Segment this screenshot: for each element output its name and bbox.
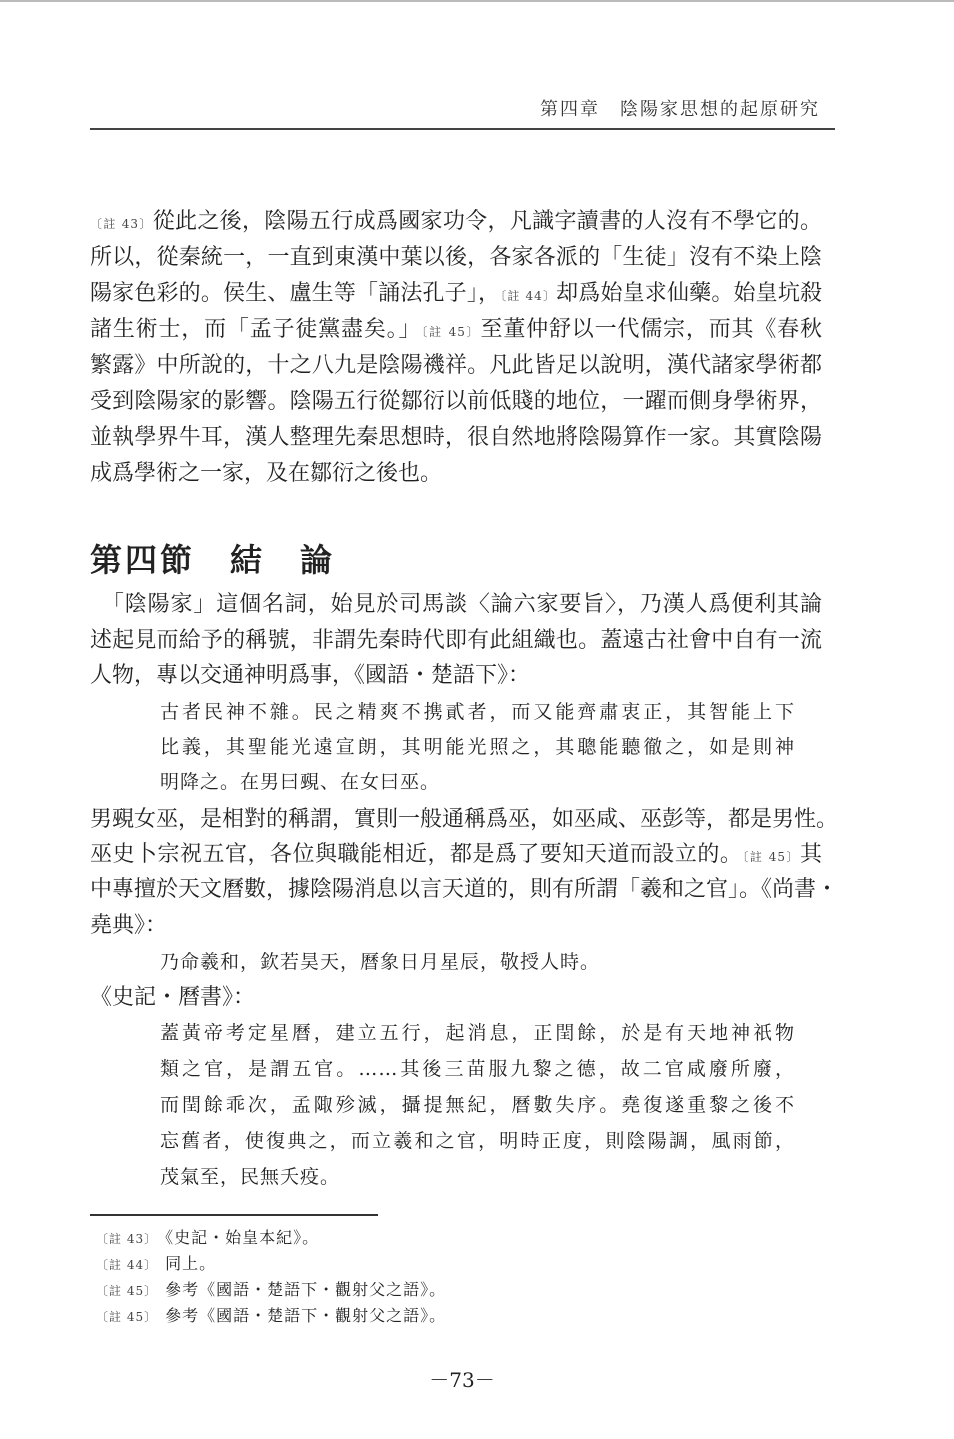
footnote-rule (90, 1214, 378, 1216)
text-run: 受到陰陽家的影響。陰陽五行從鄒衍以前低賤的地位，一躍而側身學術界， (90, 389, 822, 414)
body-line (90, 277, 822, 311)
text-run: 諸生術士，而「孟子徒黨盡矣。」 (90, 317, 422, 342)
text-run: 至董仲舒以一代儒宗，而其《春秋 (480, 317, 822, 342)
body-line (90, 421, 822, 455)
quote-line (160, 1160, 795, 1194)
footnote (96, 1252, 216, 1277)
footnote (96, 1278, 446, 1303)
text-run: 而閏餘乖次，孟陬殄滅，攝提無紀，曆數失序。堯復遂重黎之後不 (160, 1094, 795, 1116)
text-run: 茂氣至，民無夭疫。 (160, 1166, 341, 1188)
body-line (90, 588, 822, 622)
footnote-reference: 〔註 43〕 (90, 217, 153, 231)
body-line (90, 313, 822, 347)
body-line (90, 873, 839, 907)
footnote-reference: 〔註 44〕 (500, 289, 557, 303)
text-run: 從此之後，陰陽五行成爲國家功令，凡識字讀書的人沒有不學它的。 (152, 209, 822, 234)
footnote-text: 參考《國語・楚語下・觀射父之語》。 (165, 1306, 447, 1325)
body-line (90, 241, 822, 275)
body-line (90, 803, 839, 837)
scan-edge (0, 0, 954, 2)
header-rule (90, 128, 835, 130)
text-run: 巫史卜宗祝五官，各位與職能相近，都是爲了要知天道而設立的。 (90, 842, 743, 867)
text-run: 繁露》中所說的，十之八九是陰陽禨祥。凡此皆足以說明，漢代諸家學術都 (90, 353, 822, 378)
footnote-reference: 〔註 45〕 (742, 850, 800, 864)
body-line (90, 909, 822, 943)
body-line (90, 659, 822, 693)
section-heading: 第四節 結 論 (90, 541, 336, 579)
text-run: 述起見而給予的稱號，非謂先秦時代即有此組織也。蓋遠古社會中自有一流 (90, 628, 822, 653)
text-run: 成爲學術之一家，及在鄒衍之後也。 (90, 461, 443, 486)
body-line (90, 981, 822, 1015)
body-line (90, 349, 822, 383)
text-run: 堯典》： (90, 913, 168, 938)
quote-line (160, 730, 795, 764)
running-header: 第四章 陰陽家思想的起原研究 (540, 99, 820, 120)
quote-line (160, 1016, 795, 1050)
text-run: 忘舊者，使復典之，而立羲和之官，明時正度，則陰陽調，風雨節， (160, 1130, 795, 1152)
footnote (96, 1226, 319, 1251)
footnote-mark: 〔註 45〕 (96, 1310, 158, 1324)
text-run: 類之官，是謂五官。……其後三苗服九黎之德，故二官咸廢所廢， (160, 1058, 795, 1080)
text-run: 明降之。在男曰覡、在女曰巫。 (160, 771, 441, 793)
footnote (96, 1304, 446, 1329)
text-run: 比義，其聖能光遠宣朗，其明能光照之，其聰能聽徹之，如是則神 (160, 736, 795, 758)
text-run: 並執學界牛耳，漢人整理先秦思想時，很自然地將陰陽算作一家。其實陰陽 (90, 425, 822, 450)
text-run: 《史記・曆書》： (90, 985, 256, 1010)
footnote-reference: 〔註 45〕 (421, 325, 481, 339)
footnote-mark: 〔註 45〕 (96, 1284, 158, 1298)
text-run: 古者民神不雜。民之精爽不携貳者，而又能齊肅衷正，其智能上下 (160, 701, 795, 723)
text-run: 陽家色彩的。侯生、盧生等「誦法孔子」， (90, 281, 501, 306)
footnote-text: 《史記・始皇本紀》。 (165, 1228, 320, 1247)
text-run: 蓋黃帝考定星曆，建立五行，起消息，正閏餘，於是有天地神祇物 (160, 1022, 795, 1044)
footnote-text: 同上。 (165, 1254, 217, 1273)
footnote-mark: 〔註 43〕 (96, 1232, 158, 1246)
text-run: 男覡女巫，是相對的稱謂，實則一般通稱爲巫，如巫咸、巫彭等，都是男性。 (90, 807, 839, 832)
text-run: 人物，專以交通神明爲事，《國語・楚語下》： (90, 663, 531, 688)
quote-line (160, 1088, 795, 1122)
page-number: －73－ (429, 1368, 495, 1392)
body-line (90, 624, 822, 658)
footnote-text: 參考《國語・楚語下・觀射父之語》。 (165, 1280, 447, 1299)
text-run: 「陰陽家」這個名詞，始見於司馬談〈論六家要旨〉，乃漢人爲便利其論 (90, 592, 822, 617)
text-run: 乃命羲和，欽若昊天，曆象日月星辰，敬授人時。 (160, 951, 601, 973)
body-line (90, 385, 822, 419)
body-line (90, 457, 822, 491)
text-run: 中專擅於天文曆數，據陰陽消息以言天道的，則有所謂「羲和之官」。《尚書・ (90, 877, 839, 902)
quote-line (160, 1124, 795, 1158)
text-run: 其 (799, 842, 822, 867)
quote-line (160, 695, 795, 729)
quote-line (160, 945, 795, 979)
quote-line (160, 765, 795, 799)
text-run: 却爲始皇求仙藥。始皇坑殺 (556, 281, 822, 306)
quote-line (160, 1052, 795, 1086)
footnote-mark: 〔註 44〕 (96, 1258, 158, 1272)
text-run: 所以，從秦統一，一直到東漢中葉以後，各家各派的「生徒」沒有不染上陰 (90, 245, 822, 270)
body-line (90, 205, 822, 239)
body-line (90, 838, 822, 872)
